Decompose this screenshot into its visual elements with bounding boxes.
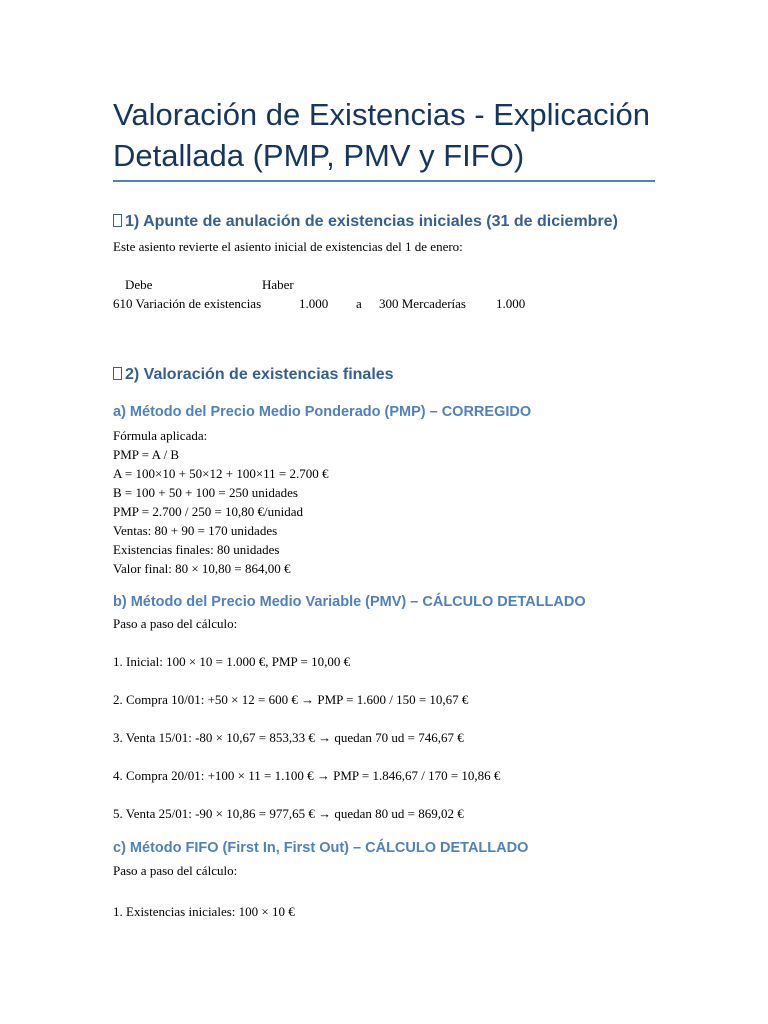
- debit-amount: 1.000: [299, 296, 329, 311]
- haber-label: Haber: [262, 277, 294, 292]
- pmv-intro: Paso a paso del cálculo:: [113, 616, 238, 631]
- fifo-intro: Paso a paso del cálculo:: [113, 863, 238, 878]
- pmp-line: Ventas: 80 + 90 = 170 unidades: [113, 523, 278, 538]
- pmp-line: A = 100×10 + 50×12 + 100×11 = 2.700 €: [113, 466, 329, 481]
- section-2-heading: [113, 366, 394, 384]
- pmp-heading: a) Método del Precio Medio Ponderado (PMP) – CORREGIDO: [113, 404, 532, 420]
- entry-connector: a: [356, 296, 362, 311]
- pmp-line: PMP = A / B: [113, 447, 180, 462]
- section-1-heading-text: 1) Apunte de anulación de existencias iniciales (31 de diciembre): [125, 213, 618, 230]
- credit-account: 300 Mercaderías: [379, 296, 466, 311]
- title-divider: [113, 180, 655, 182]
- pmp-line: PMP = 2.700 / 250 = 10,80 €/unidad: [113, 504, 304, 519]
- pmv-heading: b) Método del Precio Medio Variable (PMV) – CÁLCULO DETALLADO: [113, 594, 586, 610]
- pmp-line: Valor final: 80 × 10,80 = 864,00 €: [113, 561, 291, 576]
- pmp-line: Fórmula aplicada:: [113, 428, 208, 443]
- pmp-line: B = 100 + 50 + 100 = 250 unidades: [113, 485, 298, 500]
- section-1-heading: [113, 213, 618, 231]
- debe-label: Debe: [125, 277, 153, 292]
- fifo-step: 1. Existencias iniciales: 100 × 10 €: [113, 904, 295, 919]
- pmp-lines: [113, 426, 329, 578]
- box-glyph-icon: [113, 214, 122, 227]
- debit-account: 610 Variación de existencias: [113, 296, 262, 311]
- pmv-step: 1. Inicial: 100 × 10 = 1.000 €, PMP = 10,00 €: [113, 654, 351, 669]
- box-glyph-icon: [113, 367, 122, 380]
- credit-amount: 1.000: [496, 296, 526, 311]
- section-1-intro: Este asiento revierte el asiento inicial de existencias del 1 de enero:: [113, 239, 463, 254]
- pmp-line: Existencias finales: 80 unidades: [113, 542, 280, 557]
- pmv-step: 5. Venta 25/01: -90 × 10,86 = 977,65 € → quedan 80 ud = 869,02 €: [113, 806, 464, 821]
- pmv-step: 3. Venta 15/01: -80 × 10,67 = 853,33 € → quedan 70 ud = 746,67 €: [113, 730, 464, 745]
- pmv-step: 2. Compra 10/01: +50 × 12 = 600 € → PMP = 1.600 / 150 = 10,67 €: [113, 692, 469, 707]
- page-title: Valoración de Existencias - Explicación Detallada (PMP, PMV y FIFO): [113, 97, 651, 173]
- section-2-heading-text: 2) Valoración de existencias finales: [125, 366, 394, 383]
- pmv-step: 4. Compra 20/01: +100 × 11 = 1.100 € → PMP = 1.846,67 / 170 = 10,86 €: [113, 768, 501, 783]
- fifo-heading: c) Método FIFO (First In, First Out) – CÁLCULO DETALLADO: [113, 840, 529, 856]
